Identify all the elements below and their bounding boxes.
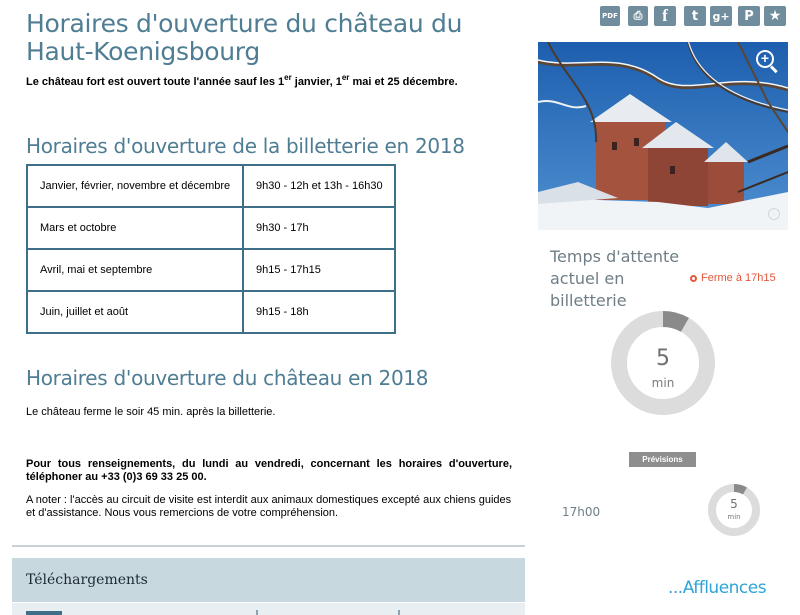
castle-photo-image — [538, 42, 788, 230]
closing-status-text: Ferme à 17h15 — [701, 272, 776, 284]
forecast-gauge — [706, 482, 762, 538]
intro-text: Le château fort est ouvert toute l'année sauf les 1er janvier, 1er mai et 25 décembre. — [26, 73, 458, 88]
pinterest-icon[interactable]: P — [738, 6, 760, 26]
period-cell: Janvier, février, novembre et décembre — [27, 165, 243, 207]
hours-cell: 9h30 - 12h et 13h - 16h30 — [243, 165, 395, 207]
wait-value: 5 — [656, 346, 670, 371]
wait-gauge — [608, 308, 718, 418]
downloads-list-preview — [12, 603, 525, 615]
downloads-title: Téléchargements — [26, 572, 148, 588]
section-divider — [12, 545, 525, 547]
zoom-icon[interactable] — [756, 50, 778, 72]
hours-cell: 9h30 - 17h — [243, 207, 395, 249]
clock-icon — [690, 275, 697, 282]
favorite-icon[interactable]: ★ — [764, 6, 786, 26]
zoom-plus: + — [756, 50, 774, 68]
google-plus-icon[interactable]: g+ — [710, 6, 732, 26]
forecast-gauge-arc — [734, 488, 745, 491]
hours-cell: 9h15 - 17h15 — [243, 249, 395, 291]
downloads-header[interactable] — [12, 558, 525, 602]
download-marker — [398, 610, 400, 615]
castle-photo[interactable] — [538, 42, 788, 230]
table-row — [27, 165, 395, 207]
download-marker — [256, 610, 258, 615]
ticketing-heading: Horaires d'ouverture de la billetterie en 2018 — [26, 134, 465, 158]
pdf-icon[interactable]: PDF — [600, 6, 620, 26]
facebook-icon[interactable]: f — [654, 6, 676, 26]
animals-note: A noter : l'accès au circuit de visite est interdit aux animaux domestiques excepté aux chiens guides et d'assistance. Nous vous remercions de votre compréhension. — [26, 494, 512, 519]
print-icon[interactable]: ⎙ — [628, 6, 648, 26]
forecast-label: Prévisions — [629, 452, 696, 467]
castle-heading: Horaires d'ouverture du château en 2018 — [26, 366, 429, 390]
photo-info-icon[interactable]: i — [768, 208, 780, 220]
twitter-icon[interactable]: t — [684, 6, 706, 26]
table-row — [27, 207, 395, 249]
wait-time-title: Temps d'attente actuel en billetterie — [550, 247, 680, 310]
wait-gauge-arc — [663, 319, 685, 325]
ticketing-hours-table — [26, 164, 396, 334]
download-thumbnail[interactable] — [26, 611, 62, 615]
period-cell: Juin, juillet et août — [27, 291, 243, 333]
period-cell: Avril, mai et septembre — [27, 249, 243, 291]
forecast-value: 5 — [730, 497, 738, 511]
closing-note: Le château ferme le soir 45 min. après la billetterie. — [26, 406, 276, 418]
wait-unit: min — [651, 376, 675, 390]
forecast-time: 17h00 — [562, 505, 601, 519]
hours-cell: 9h15 - 18h — [243, 291, 395, 333]
affluences-logo[interactable]: ...Affluences — [668, 578, 767, 598]
page-title: Horaires d'ouverture du château du Haut-Koenigsbourg — [26, 9, 463, 66]
closing-status — [690, 272, 776, 284]
table-row — [27, 249, 395, 291]
contact-info: Pour tous renseignements, du lundi au vendredi, concernant les horaires d'ouverture, téléphoner au +33 (0)3 69 33 25 00. — [26, 458, 512, 483]
period-cell: Mars et octobre — [27, 207, 243, 249]
forecast-unit: min — [727, 513, 741, 521]
table-row — [27, 291, 395, 333]
